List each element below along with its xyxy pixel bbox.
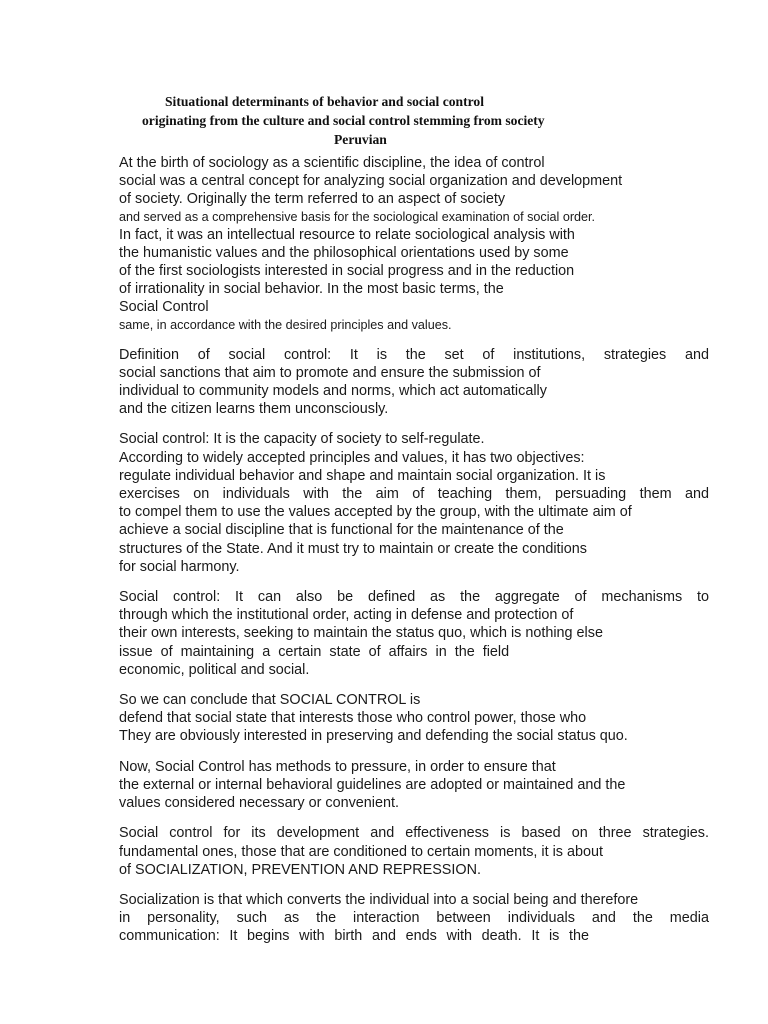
paragraph-aggregate-mechanisms [119, 588, 709, 679]
text-line: Social Control [119, 299, 209, 316]
document-title [0, 92, 768, 149]
paragraph-socialization [119, 891, 709, 946]
paragraph-methods [119, 758, 709, 813]
text-line: Socialization is that which converts the individual into a social being and therefore [119, 891, 639, 908]
text-line: They are obviously interested in preserving and defending the social status quo. [119, 728, 628, 745]
text-line: of SOCIALIZATION, PREVENTION AND REPRESSION. [119, 861, 481, 878]
text-line: social was a central concept for analyzing social organization and development [119, 173, 623, 190]
title-line: originating from the culture and social control stemming from society [142, 113, 545, 128]
text-line: for social harmony. [119, 558, 240, 575]
text-line: achieve a social discipline that is functional for the maintenance of the [119, 522, 564, 539]
text-line: Social control: It can also be defined as the aggregate of mechanisms to [119, 589, 709, 606]
title-line: Peruvian [334, 132, 387, 147]
text-line: of the first sociologists interested in social progress and in the reduction [119, 263, 575, 280]
text-line: their own interests, seeking to maintain the status quo, which is nothing else [119, 625, 603, 642]
text-line: and the citizen learns them unconsciously. [119, 401, 389, 418]
paragraph-strategies [119, 824, 709, 879]
paragraph-sociology-origin [119, 154, 709, 334]
text-line: In fact, it was an intellectual resource to relate sociological analysis with [119, 226, 575, 243]
text-line: regulate individual behavior and shape and maintain social organization. It is [119, 467, 606, 484]
text-line: Definition of social control: It is the set of institutions, strategies and [119, 346, 709, 363]
text-line: structures of the State. And it must try to maintain or create the conditions [119, 540, 587, 557]
text-line: of irrationality in social behavior. In the most basic terms, the [119, 281, 504, 298]
text-line: Social control: It is the capacity of society to self-regulate. [119, 431, 485, 448]
title-line: Situational determinants of behavior and social control [165, 94, 484, 109]
text-line: to compel them to use the values accepted by the group, with the ultimate aim of [119, 504, 632, 521]
text-line: same, in accordance with the desired principles and values. [119, 317, 452, 332]
paragraph-conclusion [119, 691, 709, 746]
text-line: through which the institutional order, acting in defense and protection of [119, 607, 574, 624]
text-line: Now, Social Control has methods to pressure, in order to ensure that [119, 758, 556, 775]
text-line: So we can conclude that SOCIAL CONTROL is [119, 692, 421, 709]
text-line: exercises on individuals with the aim of teaching them, persuading them and [119, 486, 709, 503]
text-line: values considered necessary or convenient. [119, 795, 399, 812]
text-line: economic, political and social. [119, 661, 310, 678]
text-line: the external or internal behavioral guidelines are adopted or maintained and the [119, 776, 626, 793]
text-line: According to widely accepted principles and values, it has two objectives: [119, 449, 585, 466]
text-line: communication: It begins with birth and ends with death. It is the [119, 928, 589, 945]
document-body [119, 154, 709, 958]
text-line: issue of maintaining a certain state of affairs in the field [119, 643, 510, 660]
text-line: in personality, such as the interaction between individuals and the media [119, 910, 709, 927]
text-line: of society. Originally the term referred to an aspect of society [119, 191, 506, 208]
text-line: social sanctions that aim to promote and ensure the submission of [119, 364, 541, 381]
text-line: At the birth of sociology as a scientific discipline, the idea of control [119, 155, 545, 171]
paragraph-definition [119, 346, 709, 419]
text-line: the humanistic values and the philosophical orientations used by some [119, 244, 569, 261]
text-line: and served as a comprehensive basis for the sociological examination of social order. [119, 209, 596, 224]
text-line: fundamental ones, those that are conditioned to certain moments, it is about [119, 843, 603, 860]
text-line: Social control for its development and effectiveness is based on three strategies. [119, 825, 709, 842]
text-line: defend that social state that interests those who control power, those who [119, 710, 587, 727]
text-line: individual to community models and norms, which act automatically [119, 383, 547, 400]
paragraph-self-regulate [119, 430, 709, 576]
